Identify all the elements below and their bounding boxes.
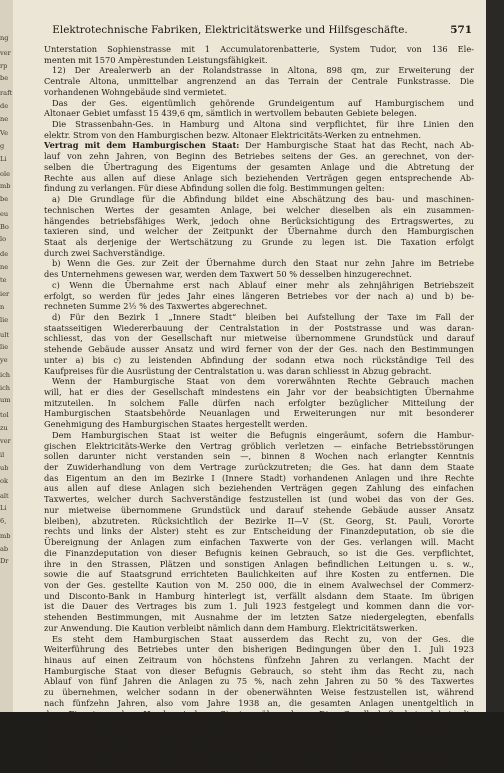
text-segment: stehende Gebäude ausser Ansatz und wird ferner von der der Ges. nach den Bestimmungen — [44, 344, 474, 355]
text-line — [44, 108, 474, 119]
text-line — [44, 719, 474, 730]
text-line — [44, 687, 474, 698]
text-segment: Übernahme sich in vollkommen betriebsfähigem Zustande befinden. — [44, 740, 331, 751]
text-segment: b) Wenn die Ges. zur Zeit der Übernahme durch den Staat nur zehn Jahre im Betriebe — [52, 258, 474, 269]
text-segment: Centrale Altona, unmittelbar angrenzend an das Terrain der Centrale Funkstrasse. Die — [44, 76, 474, 87]
text-line — [44, 516, 474, 527]
text-segment: will, hat er dies der Gesellschaft mindestens ein Jahr vor der beabsichtigten Übernahme — [44, 387, 474, 397]
text-line — [44, 87, 474, 98]
text-line — [44, 483, 474, 494]
text-segment: Kaufpreises für die Ausrüstung der Centralstation u. was daran schliesst in Abzug gebracht. — [44, 365, 432, 376]
text-segment: menten mit 1570 Ampèrestunden Leistungsfähigkeit. — [44, 54, 268, 65]
text-line — [44, 537, 474, 548]
text-line — [44, 634, 474, 645]
margin-fragment: lie — [0, 343, 9, 352]
text-segment: zur Anwendung. Die Kaution verbleibt nämlich dann dem Hamburg. Elektricitätswerken. — [44, 622, 418, 633]
text-line — [44, 205, 474, 216]
margin-fragment: ich — [0, 370, 11, 379]
text-segment: gischen Elektricitäts-Werke den Vertrag gröblich verletzen — einfache Betriebsstörungen — [44, 440, 474, 451]
text-segment: sollen darunter nicht verstanden sein —, binnen 8 Wochen nach erlangter Kenntnis — [44, 451, 474, 462]
margin-fragment: ng — [0, 34, 9, 42]
margin-fragment: ab — [0, 544, 9, 553]
text-line — [44, 280, 474, 291]
running-header — [22, 24, 472, 38]
margin-fragment: n — [0, 303, 5, 311]
text-segment: sowie die auf Staatsgrund errichteten Baulichkeiten auf ihre Kosten zu entfernen. Die — [44, 569, 474, 580]
text-line — [44, 462, 474, 473]
text-segment: lauf von zehn Jahren, von Beginn des Betriebes seitens der Ges. an gerechnet, von der- — [44, 151, 474, 162]
margin-fragment: ub — [0, 464, 9, 472]
text-segment: staatsseitigen Wiedererbauung der Centralstation in der Poststrasse und was daran- — [44, 322, 474, 333]
text-line — [44, 258, 474, 269]
text-segment: unter a) bis c) zu leistenden Abfindung der sodann etwa noch rückständige Teil des — [44, 354, 474, 365]
text-segment: Dem Hamburgischen Staat ist weiter die Befugnis eingeräumt, sofern die Hambur- — [52, 429, 474, 440]
text-line — [44, 140, 474, 151]
page-number: 571 — [450, 24, 472, 36]
margin-fragment: ne — [0, 114, 9, 123]
text-line — [44, 569, 474, 580]
text-line — [44, 76, 474, 87]
text-segment: das Eigentum an den im Bezirke I (Innere Stadt) vorhandenen Anlagen und ihre Rechte — [44, 472, 474, 483]
text-segment: Wenn der Hamburgische Staat von dem vorerwähnten Rechte Gebrauch machen — [52, 376, 474, 387]
margin-fragment: g — [0, 142, 5, 150]
text-segment: teilung, die Anlagen zunächst auf den 1. 10. 1901, dann auf den 1. 10. 1906 u. 1. 10. 1911 — [44, 762, 423, 773]
text-segment: nur mietweise übernommene Grundstück und darauf stehende Gebäude ausser Ansatz — [44, 504, 474, 515]
text-segment: Rechte aus allen auf diese Anlage sich beziehenden Verträgen gegen entsprechende Ab- — [44, 172, 474, 183]
text-segment: und Disconto-Bank in Hamburg hinterlegt ist, verfällt alsdann dem Staate. Im übrigen — [44, 590, 474, 601]
text-segment: Altonaer Gebiet umfasst 15 439,6 qm, sämtlich in wertvollem bebauten Gebiete belegen. — [44, 108, 417, 119]
text-segment: bleiben), abzutreten. Rücksichtlich der Bezirke II—V (St. Georg, St. Pauli, Vororte — [44, 515, 474, 526]
margin-fragment: mb — [0, 182, 11, 191]
text-segment: aus allen auf diese Anlagen sich beziehenden Verträgen gegen Zahlung des einfachen — [44, 483, 474, 494]
margin-fragment: raft — [0, 89, 13, 97]
text-segment: schliesst, das von der Gesellschaft nur mietweise übernommene Grundstück und darauf — [44, 333, 474, 344]
text-segment: a) Die Grundlage für die Abfindung bildet eine Abschätzung des bau- und maschinen- — [52, 194, 474, 205]
margin-fragment: ye — [0, 356, 8, 364]
margin-fragment: tol — [0, 411, 9, 419]
text-segment: mitzuteilen. In solchem Falle dürfen nach erfolgter bezüglicher Mitteilung der — [44, 397, 474, 408]
margin-fragment: ier — [0, 290, 10, 299]
text-segment: hinaus auf einen Zeitraum von höchstens fünfzehn Jahren zu verlangen. Macht der — [44, 654, 474, 665]
margin-fragment: ver — [0, 436, 11, 445]
text-segment: Unterstation Sophienstrasse mit 1 Accumulatorenbatterie, System Tudor, von 136 Ele- — [44, 44, 474, 54]
margin-fragment: 6, — [0, 517, 7, 525]
text-line — [44, 494, 474, 505]
text-segment: nach fünfzehn Jahren, also vom Jahre 1938 an, die gesamten Anlagen unentgeltlich in — [44, 697, 474, 708]
text-line — [44, 173, 474, 184]
text-segment: nannten Frist in gutem Zustande zu erhalten, sodass die gesamten Anlagen bei der — [44, 730, 474, 740]
margin-fragment: Bo — [0, 222, 9, 231]
text-line — [44, 269, 474, 280]
text-line — [44, 151, 474, 162]
text-segment: elektr. Strom von den Hamburgischen bezw. Altonaer Elektricitäts-Werken zu entnehmen. — [44, 129, 421, 140]
text-line — [44, 366, 474, 377]
text-line — [44, 751, 474, 762]
text-line — [44, 526, 474, 537]
text-line — [44, 644, 474, 655]
text-segment: findung zu verlangen. Für diese Abfindung sollen die folg. Bestimmungen gelten: — [44, 183, 385, 194]
margin-fragment: ne — [0, 262, 9, 271]
margin-fragment: Ve — [0, 129, 9, 138]
text-segment: durch zwei Sachverständige. — [44, 247, 166, 258]
margin-fragment: ult — [0, 330, 10, 339]
text-line — [44, 580, 474, 591]
text-line — [44, 591, 474, 602]
text-line — [44, 559, 474, 570]
text-segment: des Unternehmens gewesen war, werden dem Taxwert 50 % desselben hinzugerechnet. — [44, 269, 412, 280]
text-segment: ihre in den Strassen, Plätzen und sonstigen Anlagen befindlichen Leitungen u. s. w., — [44, 558, 474, 569]
margin-fragment: um — [0, 396, 11, 405]
margin-fragment: rp — [0, 61, 8, 70]
text-line — [44, 226, 474, 237]
margin-fragment: mb — [0, 531, 11, 540]
text-line — [44, 741, 474, 752]
text-segment: Der Hamburgische Staat hat das Recht, nach Ab- — [239, 140, 474, 151]
text-segment: rechneten Summe 2½ % des Taxwertes abgerechnet. — [44, 301, 268, 312]
text-segment: der Zuwiderhandlung von dem Vertrage zurückzutreten; die Ges. hat dann dem Staate — [44, 462, 474, 473]
text-segment: Taxwertes, welcher durch Sachverständige festzustellen ist (und wobei das von der Ges. — [44, 494, 474, 505]
margin-fragment: lie — [0, 315, 9, 324]
margin-fragment: lo — [0, 235, 7, 244]
margin-fragment: il — [0, 451, 5, 460]
text-line — [44, 612, 474, 623]
text-line — [44, 162, 474, 173]
text-segment: taxieren sind, und welcher der Zeitpunkt der Übernahme durch den Hamburgischen — [44, 226, 474, 237]
margin-fragment: ver — [0, 48, 11, 57]
page-body-text — [44, 44, 474, 773]
text-line — [44, 98, 474, 109]
right-page-edge — [486, 0, 504, 712]
text-segment: stehenden Bestimmungen, mit Ausnahme der im letzten Satze niedergelegten, ebenfalls — [44, 612, 474, 623]
text-line — [44, 323, 474, 334]
margin-fragment: zu — [0, 423, 8, 432]
text-line — [44, 387, 474, 398]
text-segment: Hamburgische Staat von dieser Befugnis Gebrauch, so steht ihm das Recht zu, nach — [44, 665, 474, 676]
text-segment: selben die Übertragung des Eigentums der gesamten Anlage und die Abtretung der — [44, 161, 474, 172]
text-segment: zu übernehmen, welcher sodann in der obenerwähnten Weise festzustellen ist, während — [44, 687, 474, 698]
text-line — [44, 237, 474, 248]
text-segment: Hamburgischen Staatsbehörde Neuanlagen und Erweiterungen nur mit besonderer — [44, 408, 474, 419]
text-segment: technischen Wertes der gesamten Anlage, bei welcher dieselben als ein zusammen- — [44, 204, 474, 215]
text-line — [44, 676, 474, 687]
text-line — [44, 333, 474, 344]
bold-run-in-heading: Vertrag mit dem Hamburgischen Staat: — [44, 140, 240, 151]
text-line — [44, 709, 474, 720]
margin-fragment: Li — [0, 154, 7, 163]
text-segment: hatte das Recht, nach 12 Monate vorher erfolgter schriftlicher Mit- — [138, 751, 475, 762]
text-line — [44, 451, 474, 462]
text-line — [44, 698, 474, 709]
page-header-title: Elektrotechnische Fabriken, Elektricitätswerke und Hilfsgeschäfte. — [52, 24, 408, 36]
bold-run-in-heading: Die Stadt Altona — [52, 751, 139, 762]
margin-fragment: ich — [0, 383, 11, 392]
text-segment: Verpflichtung, die baulichen und maschinellen Anlagen fortdauernd und bis Ende der ge- — [44, 719, 474, 730]
text-segment: erfolgt, so werden für jedes Jahr eines längeren Betriebes vor der nach a) und b) be- — [44, 290, 474, 301]
text-line — [44, 441, 474, 452]
text-line — [44, 44, 474, 55]
text-line — [44, 601, 474, 612]
text-segment: das Eigentum des Hamburgischen Staates übergehen. Die Gesellschaft hat dabei die — [44, 708, 474, 719]
text-segment: Genehmigung des Hamburgischen Staates hergestellt werden. — [44, 419, 308, 430]
text-line — [44, 183, 474, 194]
text-segment: vorhandenen Wohngebäude sind vermietet. — [44, 86, 227, 97]
text-line — [44, 473, 474, 484]
margin-fragment: ok — [0, 476, 8, 485]
margin-fragment: be — [0, 74, 9, 83]
text-segment: c) Wenn die Übernahme erst nach Ablauf einer mehr als zehnjährigen Betriebszeit — [52, 279, 474, 290]
margin-fragment: alt — [0, 491, 9, 500]
text-line — [44, 194, 474, 205]
text-segment: Staat als derjenige der Wertschätzung zu Grunde zu legen ist. Die Taxation erfolgt — [44, 236, 474, 247]
margin-fragment: de — [0, 101, 9, 110]
text-line — [44, 408, 474, 419]
text-segment: rechts und links der Alster) steht es zur Entscheidung der Finanzdeputation, ob sie die — [44, 526, 474, 537]
text-line — [44, 291, 474, 302]
text-line — [44, 312, 474, 323]
margin-fragment: te — [0, 275, 7, 284]
text-line — [44, 505, 474, 516]
text-line — [44, 119, 474, 130]
text-line — [44, 55, 474, 66]
text-segment: Die Strassenbahn-Ges. in Hamburg und Altona sind verpflichtet, für ihre Linien den — [52, 119, 474, 130]
text-segment: von der Ges. gestellte Kaution von M. 250 000, die in einem Avalwechsel der Commerz- — [44, 579, 474, 590]
text-segment: Weiterführung des Betriebes unter den bisherigen Bedingungen über den 1. Juli 1923 — [44, 644, 474, 655]
text-line — [44, 301, 474, 312]
margin-fragment: eu — [0, 209, 9, 218]
text-line — [44, 762, 474, 773]
text-line — [44, 666, 474, 677]
text-segment: hängendes betriebsfähiges Werk, jedoch ohne Berücksichtigung des Ertragswertes, zu — [44, 215, 474, 226]
text-line — [44, 430, 474, 441]
text-segment: Es steht dem Hamburgischen Staat ausserdem das Recht zu, von der Ges. die — [52, 633, 474, 644]
text-line — [44, 548, 474, 559]
text-segment: Übereignung der Anlagen zum einfachen Taxwerte von der Ges. verlangen will. Macht — [44, 537, 474, 548]
text-line — [44, 65, 474, 76]
text-line — [44, 248, 474, 259]
text-line — [44, 419, 474, 430]
left-margin-fragments — [0, 34, 12, 572]
margin-fragment: Li — [0, 504, 7, 513]
text-line — [44, 355, 474, 366]
margin-fragment: de — [0, 250, 9, 258]
text-line — [44, 130, 474, 141]
margin-fragment: be — [0, 195, 9, 203]
text-line — [44, 344, 474, 355]
text-segment: ist die Dauer des Vertrages bis zum 1. Juli 1923 festgelegt und kommen dann die vor- — [44, 601, 474, 612]
text-line — [44, 216, 474, 227]
text-segment: die Finanzdeputation von dieser Befugnis keinen Gebrauch, so ist die Ges. verpflichtet, — [44, 547, 474, 558]
text-line — [44, 655, 474, 666]
text-segment: 12) Der Arealerwerb an der Rolandstrasse in Altona, 898 qm, zur Erweiterung der — [52, 65, 474, 76]
text-segment: d) Für den Bezirk 1 „Innere Stadt“ bleiben bei Aufstellung der Taxe im Fall der — [52, 311, 474, 322]
text-line — [44, 376, 474, 387]
margin-fragment: ole — [0, 169, 10, 178]
text-segment: Ablauf von fünf Jahren die Anlagen zu 75 %, nach zehn Jahren zu 50 % des Taxwertes — [44, 676, 474, 687]
text-line — [44, 730, 474, 741]
text-line — [44, 623, 474, 634]
text-segment: Das der Ges. eigentümlich gehörende Grundeigentum auf Hamburgischem und — [52, 97, 474, 108]
text-line — [44, 398, 474, 409]
margin-fragment: Dr — [0, 557, 9, 566]
